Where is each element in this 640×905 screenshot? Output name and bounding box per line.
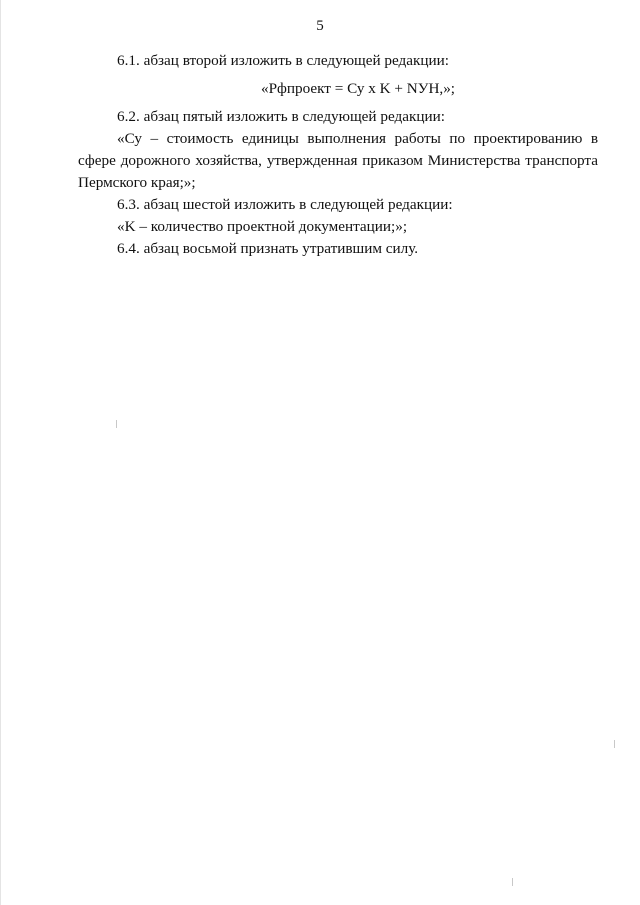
paragraph-k-definition: «K – количество проектной документации;»; xyxy=(117,218,408,235)
formula-line: «Рфпроект = Су x K + NУН,»; xyxy=(260,80,456,97)
paragraph-6-2: 6.2. абзац пятый изложить в следующей редакции: xyxy=(117,108,445,125)
paragraph-6-4: 6.4. абзац восьмой признать утратившим силу. xyxy=(117,240,419,257)
scan-artifact xyxy=(614,740,615,748)
paragraph-cy-definition: «Су – стоимость единицы выполнения работы по проектированию в сфере дорожного хозяйства, утвержденная приказом Министерства транспорта Пермского края;»; xyxy=(78,130,598,191)
paragraph-6-1: 6.1. абзац второй изложить в следующей редакции: xyxy=(117,52,449,69)
scan-edge-line xyxy=(0,0,1,905)
scan-artifact xyxy=(512,878,513,886)
page-number: 5 xyxy=(316,18,324,34)
document-body xyxy=(78,50,598,260)
paragraph-6-3: 6.3. абзац шестой изложить в следующей редакции: xyxy=(117,196,453,213)
scan-artifact xyxy=(116,420,117,428)
